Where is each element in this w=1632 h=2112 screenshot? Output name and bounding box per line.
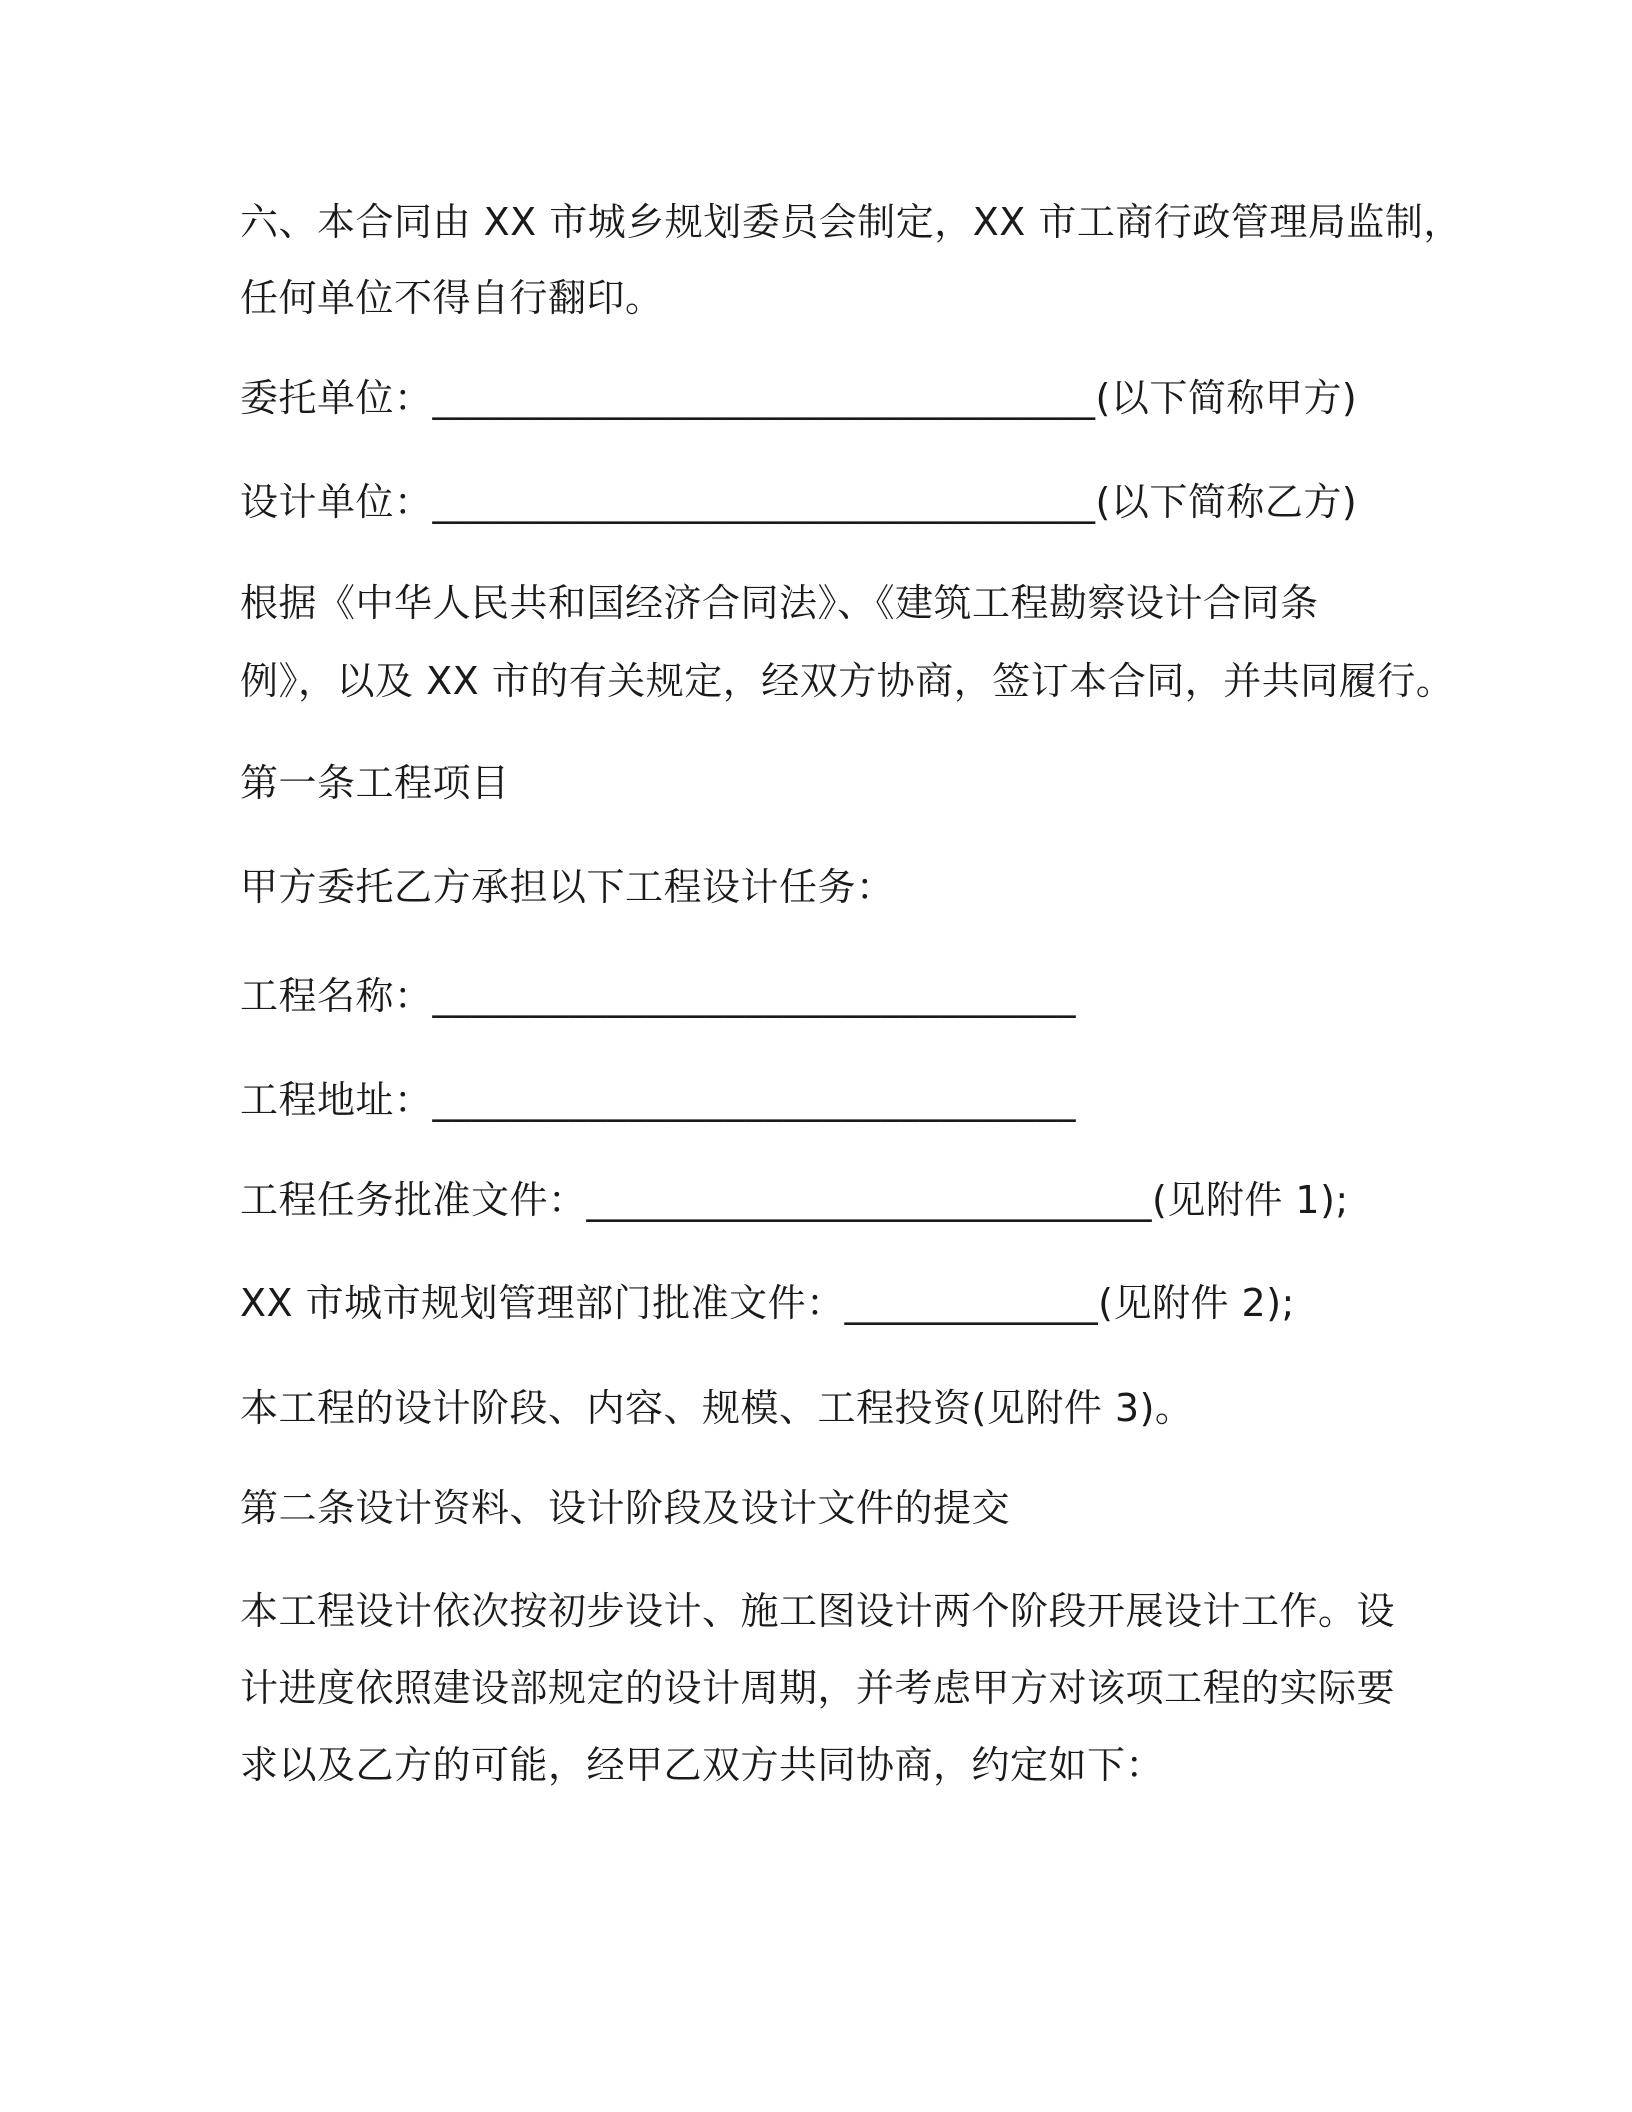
- article-one-heading: 第一条工程项目: [240, 761, 510, 805]
- clause-six-line-2: 任何单位不得自行翻印。: [240, 276, 664, 320]
- article-one-intro: 甲方委托乙方承担以下工程设计任务：: [240, 865, 895, 909]
- client-unit-field: 委托单位：__________________________________(以下简称甲方): [240, 376, 1358, 420]
- article-two-line-3: 求以及乙方的可能，经甲乙双方共同协商，约定如下：: [240, 1743, 1165, 1787]
- article-two-heading: 第二条设计资料、设计阶段及设计文件的提交: [240, 1486, 1011, 1530]
- preamble-line-1: 根据《中华人民共和国经济合同法》、《建筑工程勘察设计合同条: [240, 581, 1319, 625]
- planning-approval-field: XX 市城市规划管理部门批准文件：_____________(见附件 2);: [240, 1281, 1295, 1325]
- approval-document-field: 工程任务批准文件：_____________________________(见附件 1);: [240, 1178, 1349, 1222]
- article-two-line-2: 计进度依照建设部规定的设计周期，并考虑甲方对该项工程的实际要: [240, 1666, 1396, 1710]
- project-name-field: 工程名称：_________________________________: [240, 974, 1077, 1018]
- article-two-line-1: 本工程设计依次按初步设计、施工图设计两个阶段开展设计工作。设: [240, 1589, 1396, 1633]
- design-scope-line: 本工程的设计阶段、内容、规模、工程投资(见附件 3)。: [240, 1386, 1194, 1430]
- project-address-field: 工程地址：_________________________________: [240, 1078, 1077, 1122]
- design-unit-field: 设计单位：__________________________________(以下简称乙方): [240, 480, 1358, 524]
- preamble-line-2: 例》，以及 XX 市的有关规定，经双方协商，签订本合同，并共同履行。: [240, 659, 1455, 703]
- clause-six-line-1: 六、本合同由 XX 市城乡规划委员会制定，XX 市工商行政管理局监制，: [240, 200, 1462, 244]
